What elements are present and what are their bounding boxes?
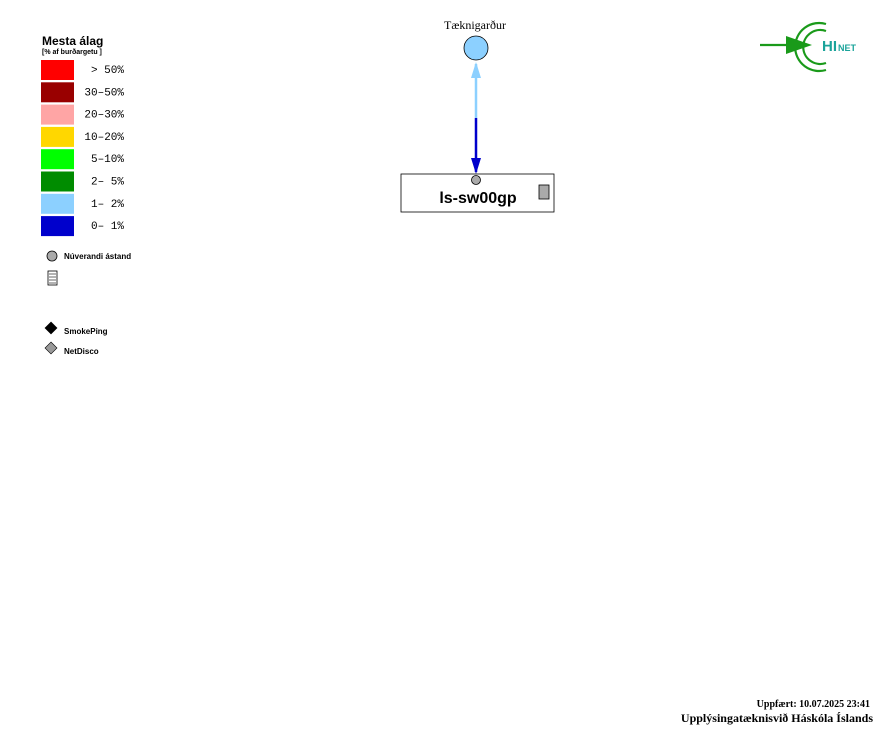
logo-text-main: HI: [822, 38, 837, 55]
core-node[interactable]: [444, 18, 506, 60]
netdisco-link[interactable]: NetDisco: [64, 347, 99, 356]
legend-swatch: [41, 172, 74, 192]
status-circle-icon: [47, 251, 57, 261]
switch-status-icon: [472, 176, 481, 185]
legend-swatch: [41, 82, 74, 102]
legend-swatch: [41, 105, 74, 125]
updated-timestamp: Uppfært: 10.07.2025 23:41: [756, 699, 870, 710]
smokeping-link[interactable]: SmokePing: [64, 327, 108, 336]
legend-swatch-label: 2– 5%: [90, 176, 124, 189]
legend-swatch-label: 5–10%: [90, 154, 124, 167]
legend-subtitle: [% af burðargetu ]: [42, 49, 102, 56]
organization-name: Upplýsingatæknisvið Háskóla Íslands: [680, 711, 873, 725]
legend-tools: [45, 322, 108, 356]
switch-node[interactable]: [401, 174, 554, 212]
logo-text-sub: NET: [838, 43, 856, 53]
switch-device-icon[interactable]: [539, 185, 549, 199]
legend-swatch-label: 10–20%: [84, 131, 124, 144]
legend-swatch: [41, 194, 74, 214]
legend: [41, 34, 131, 356]
legend-title: Mesta álag: [42, 34, 104, 48]
legend-swatch-label: > 50%: [90, 65, 124, 77]
legend-swatch-label: 0– 1%: [90, 221, 124, 234]
hinet-logo: [760, 23, 857, 71]
status-label: Núverandi ástand: [64, 252, 132, 261]
core-node-circle[interactable]: [464, 36, 488, 60]
device-icon: [48, 271, 57, 285]
smokeping-diamond-icon[interactable]: [45, 322, 57, 334]
legend-swatch: [41, 216, 74, 236]
arrow-upstream-icon: [471, 62, 481, 78]
legend-items: [41, 60, 124, 236]
core-node-label: Tæknigarður: [444, 18, 506, 32]
legend-swatch: [41, 127, 74, 147]
legend-swatch: [41, 149, 74, 169]
arrow-downstream-icon: [471, 158, 481, 174]
legend-swatch: [41, 60, 74, 80]
legend-swatch-label: 30–50%: [84, 87, 124, 100]
switch-label: ls-sw00gp: [439, 190, 517, 207]
legend-swatch-label: 1– 2%: [90, 198, 124, 211]
links: [471, 62, 481, 174]
netdisco-diamond-icon[interactable]: [45, 342, 57, 354]
legend-swatch-label: 20–30%: [84, 109, 124, 122]
